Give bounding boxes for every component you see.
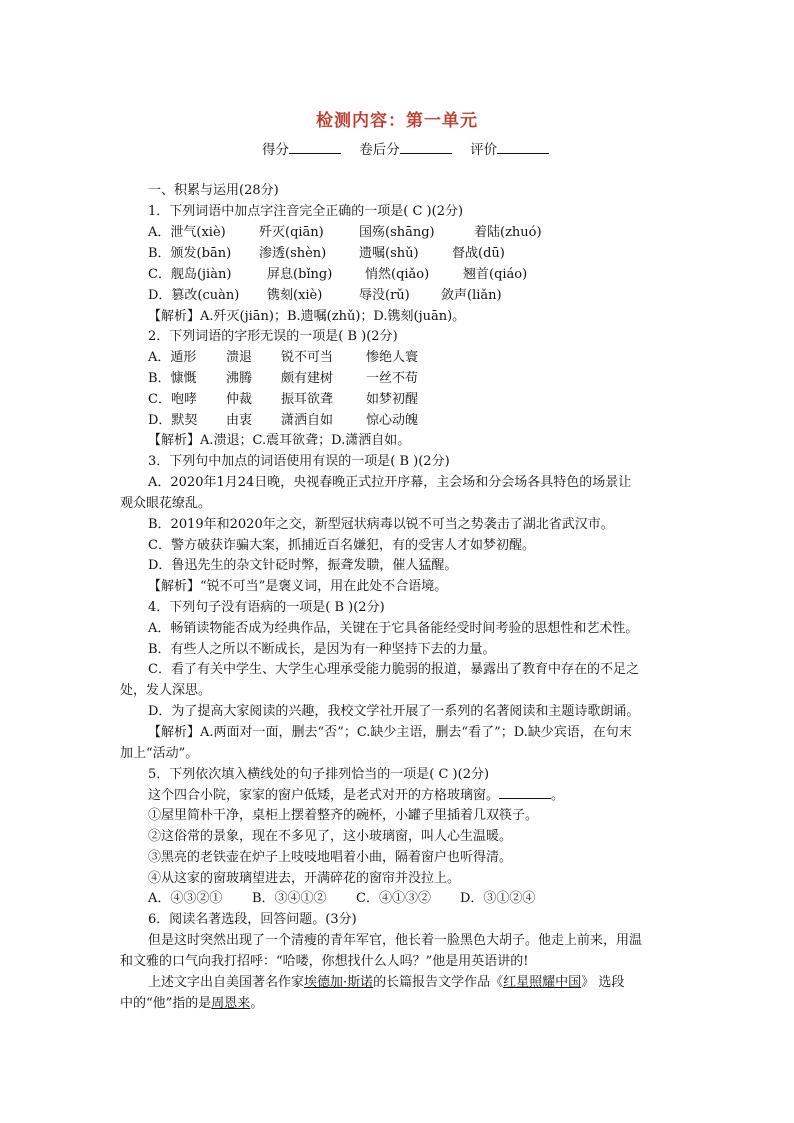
q6-book: 红星照耀中国: [503, 975, 582, 990]
q6-text-post: 》 选段: [581, 975, 625, 990]
q5-fill-blank[interactable]: [499, 787, 551, 799]
q2-c-2: 仲裁: [226, 392, 253, 407]
q2-c-4: 如梦初醒: [366, 392, 419, 407]
q6-text-mid: 的长篇报告文学作品《: [373, 975, 504, 990]
q4-option-d: D．为了提高大家阅读的兴趣，我校文学社开展了一系列的名著阅读和主题诗歌朗诵。: [148, 704, 640, 719]
q4-option-b: B．有些人之所以不断成长，是因为有一种坚持下去的力量。: [148, 642, 496, 657]
q6-text-pre: 上述文字出自美国著名作家: [148, 975, 305, 990]
q5-option-a: A．④③②①: [148, 891, 223, 906]
q6-passage-1: 但是这时突然出现了一个清瘦的青年军官，他长着一脸黑色大胡子。他走上前来，用温: [148, 933, 643, 948]
q1-d-2: 镌刻(xiè): [267, 288, 323, 303]
q3-analysis: 【解析】“锐不可当”是褒义词，用在此处不合语境。: [148, 579, 448, 594]
q1-a-1: A．泄气(xiè): [148, 225, 226, 240]
q3-option-d: D．鲁迅先生的杂文针砭时弊，振聋发聩，催人猛醒。: [148, 558, 458, 573]
q1-c-2: 屏息(bǐng): [267, 267, 333, 282]
q1-stem: 1．下列词语中加点字注音完全正确的一项是( C )(2分): [148, 204, 464, 219]
paper-score-blank[interactable]: [400, 141, 452, 154]
score-label: 得分: [262, 142, 289, 158]
q6-text-end: 。: [250, 996, 264, 1011]
q6-passage-1-cont: 和文雅的口气向我打招呼：“哈喽，你想找什么人吗？”他是用英语讲的!: [120, 954, 529, 969]
q5-option-d: D．③①②④: [460, 891, 536, 906]
q1-c-3: 悄然(qiǎo): [365, 267, 430, 282]
score-blank[interactable]: [289, 141, 341, 154]
q1-a-4: 着陆(zhuó): [474, 225, 542, 240]
q2-analysis: 【解析】A.溃退；C.震耳欲聋；D.潇洒自如。: [148, 433, 411, 448]
q1-d-3: 辱没(rǔ): [359, 288, 410, 303]
q2-stem: 2．下列词语的字形无误的一项是( B )(2分): [148, 329, 398, 344]
q5-stem: 5．下列依次填入横线处的句子排列恰当的一项是( C )(2分): [148, 767, 490, 782]
q2-d-1: D．默契: [148, 413, 198, 428]
q1-analysis: 【解析】A.歼灭(jiān)；B.遗嘱(zhǔ)；D.镌刻(juān)。: [148, 309, 466, 324]
q1-d-1: D．篡改(cuàn): [148, 288, 240, 303]
paper-score-label: 卷后分: [359, 142, 400, 158]
q2-a-3: 锐不可当: [281, 350, 334, 365]
q2-d-2: 由衷: [226, 413, 253, 428]
q6-author: 埃德加·斯诺: [304, 975, 374, 990]
q4-option-c: C．看了有关中学生、大学生心理承受能力脆弱的报道，暴露出了教育中存在的不足之: [148, 662, 639, 677]
q1-b-1: B．颁发(bān): [148, 246, 232, 261]
q2-a-2: 溃退: [226, 350, 253, 365]
q3-option-a: A．2020年1月24日晚，央视春晚正式拉开序幕，主会场和分会场各具特色的场景让: [148, 475, 632, 490]
q1-c-1: C．舰岛(jiàn): [148, 267, 232, 282]
q1-b-3: 遗嘱(shǔ): [359, 246, 419, 261]
q4-analysis-cont: 加上“活动”。: [120, 746, 199, 761]
q6-text-pre-2: 中的“他”指的是: [120, 996, 212, 1011]
eval-blank[interactable]: [497, 141, 549, 154]
q2-a-4: 惨绝人寰: [366, 350, 419, 365]
q5-option-b: B．③④①②: [252, 891, 327, 906]
q5-sentence-2: ②这俗常的景象，现在不多见了，这小玻璃窗，叫人心生温暖。: [148, 829, 513, 844]
section-heading: 一、积累与运用(28分): [148, 183, 279, 198]
q5-intro: 这个四合小院，家家的窗户低矮，是老式对开的方格玻璃窗。 。: [148, 788, 565, 803]
q1-b-2: 渗透(shèn): [259, 246, 327, 261]
q6-person: 周恩来: [211, 996, 251, 1011]
q4-option-c-cont: 处，发人深思。: [120, 683, 212, 698]
q1-a-2: 歼灭(qiān): [259, 225, 324, 240]
q6-answer-line-2: [120, 996, 263, 1012]
q2-b-3: 颇有建树: [281, 371, 334, 386]
q3-option-a-cont: 观众眼花缭乱。: [120, 496, 212, 511]
q4-stem: 4．下列句子没有语病的一项是( B )(2分): [148, 600, 385, 615]
q1-b-4: 督战(dū): [452, 246, 505, 261]
q2-b-1: B．慷慨: [148, 371, 197, 386]
q2-c-3: 振耳欲聋: [281, 392, 334, 407]
q3-stem: 3．下列句中加点的词语使用有误的一项是( B )(2分): [148, 454, 450, 469]
q1-d-4: 敛声(liǎn): [441, 288, 502, 303]
q2-d-3: 潇洒自如: [281, 413, 334, 428]
q3-option-b: B．2019年和2020年之交，新型冠状病毒以锐不可当之势袭击了湖北省武汉市。: [148, 517, 614, 532]
q5-intro-text: 这个四合小院，家家的窗户低矮，是老式对开的方格玻璃窗。: [148, 788, 500, 803]
q5-sentence-4: ④从这家的窗玻璃望进去，开满碎花的窗帘并没拉上。: [148, 871, 461, 886]
q3-option-c: C．警方破获诈骗大案，抓捕近百名嫌犯，有的受害人才如梦初醒。: [148, 538, 535, 553]
q6-answer-line: [148, 975, 624, 991]
q2-a-1: A．遁形: [148, 350, 197, 365]
q2-d-4: 惊心动魄: [366, 413, 419, 428]
q4-option-a: A．畅销读物能否成为经典作品，关键在于它具备能经受时间考验的思想性和艺术性。: [148, 621, 639, 636]
q2-c-1: C．咆哮: [148, 392, 197, 407]
q5-sentence-3: ③黑亮的老铁壶在炉子上吱吱地唱着小曲，隔着窗户也听得清。: [148, 850, 513, 865]
page-title: 检测内容：第一单元: [316, 111, 478, 131]
q4-analysis: 【解析】A.两面对一面，删去“否”；C.缺少主语，删去“看了”；D.缺少宾语，在句末: [148, 725, 632, 740]
score-line: [262, 138, 563, 158]
eval-label: 评价: [470, 142, 498, 158]
q5-sentence-1: ①屋里简朴干净，桌柜上摆着整齐的碗杯，小罐子里插着几双筷子。: [148, 808, 539, 823]
q6-stem: 6．阅读名著选段，回答问题。(3分): [148, 912, 357, 927]
q2-b-2: 沸腾: [226, 371, 253, 386]
q5-option-c: C．④①③②: [356, 891, 431, 906]
q2-b-4: 一丝不苟: [366, 371, 419, 386]
q1-a-3: 国殇(shāng): [359, 225, 435, 240]
q1-c-4: 翘首(qiáo): [463, 267, 528, 282]
